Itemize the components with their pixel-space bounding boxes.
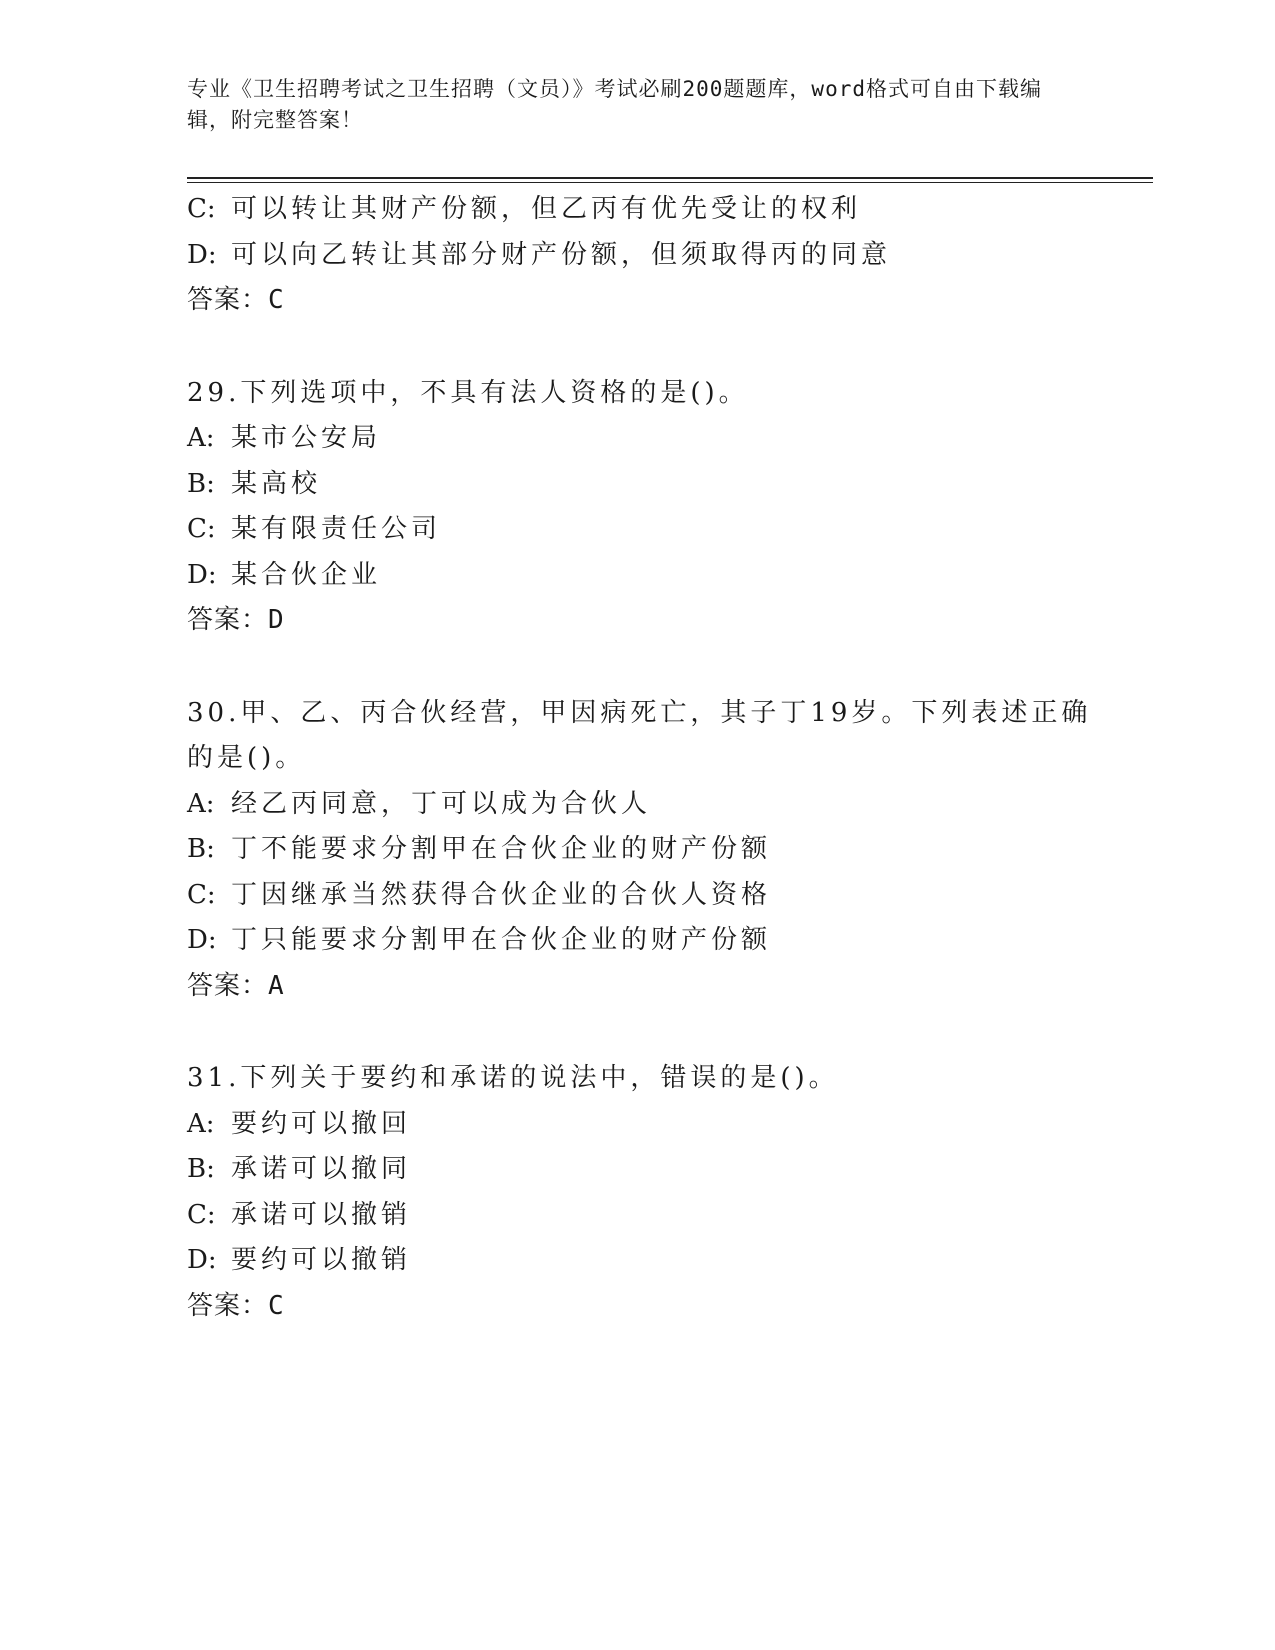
option-key: C: [187, 194, 216, 224]
option-row [187, 233, 1087, 279]
option-text: 经乙丙同意，丁可以成为合伙人 [231, 788, 652, 819]
option-key: D: [187, 1245, 217, 1275]
option-text: 某有限责任公司 [231, 514, 442, 544]
option-key: C: [187, 1199, 216, 1230]
option-row [187, 873, 1087, 919]
option-text: 要约可以撤销 [231, 1245, 412, 1275]
option-text: 丁因继承当然获得合伙企业的合伙人资格 [231, 879, 772, 910]
question-29 [187, 371, 1087, 644]
option-key: A: [187, 788, 215, 819]
question-stem: 29.下列选项中，不具有法人资格的是()。 [187, 377, 749, 408]
option-text: 可以向乙转让其部分财产份额，但须取得丙的同意 [231, 239, 892, 270]
header-rule-thin [187, 182, 1153, 183]
answer-row [187, 1284, 1087, 1330]
option-key: B: [187, 834, 215, 864]
question-30 [187, 691, 1092, 1010]
option-key: B: [187, 468, 215, 499]
option-text: 某市公安局 [231, 423, 382, 453]
spacer [187, 324, 1087, 371]
question-31 [187, 1056, 1087, 1329]
option-row [187, 507, 1087, 553]
question-stem: 31.下列关于要约和承诺的说法中，错误的是()。 [187, 1063, 839, 1093]
option-row [187, 1238, 1087, 1284]
option-text: 可以转让其财产份额，但乙丙有优先受让的权利 [231, 194, 862, 224]
option-key: D: [187, 239, 217, 270]
answer-label: 答案： [187, 1290, 269, 1321]
option-row [187, 462, 1087, 508]
option-text: 某高校 [231, 468, 322, 499]
answer-value: D [268, 605, 285, 635]
option-key: A: [187, 423, 215, 453]
option-text: 丁只能要求分割甲在合伙企业的财产份额 [231, 925, 772, 955]
option-row [187, 1102, 1087, 1148]
question-stem-continued: 的是()。 [187, 743, 306, 773]
option-row [187, 1193, 1087, 1239]
answer-value: C [268, 1290, 285, 1321]
answer-value: A [268, 970, 285, 1001]
option-text: 某合伙企业 [231, 559, 382, 590]
header-rule-thick [187, 177, 1153, 179]
option-key: D: [187, 925, 217, 955]
option-row [187, 416, 1087, 462]
option-key: B: [187, 1154, 215, 1184]
answer-label: 答案： [187, 970, 269, 1001]
answer-value: C [268, 285, 285, 315]
option-key: D: [187, 559, 217, 590]
answer-row [187, 964, 1087, 1010]
option-row [187, 553, 1087, 599]
option-key: C: [187, 879, 216, 910]
option-row [187, 827, 1087, 873]
option-text: 要约可以撤回 [231, 1108, 412, 1139]
answer-label: 答案： [187, 605, 269, 635]
option-text: 承诺可以撤销 [231, 1199, 412, 1230]
spacer [187, 644, 1087, 691]
document-header [187, 74, 1067, 136]
option-row [187, 918, 1087, 964]
option-text: 丁不能要求分割甲在合伙企业的财产份额 [231, 834, 772, 864]
option-row [187, 1147, 1087, 1193]
option-text: 承诺可以撤同 [231, 1154, 412, 1184]
question-stem: 30.甲、乙、丙合伙经营，甲因病死亡，其子丁19岁。下列表述正确 [187, 697, 1092, 728]
option-key: C: [187, 514, 216, 544]
header-title: 专业《卫生招聘考试之卫生招聘（文员）》考试必刷200题题库，word格式可自由下载编辑，附完整答案！ [187, 77, 1042, 132]
option-row [187, 187, 1087, 233]
option-key: A: [187, 1108, 215, 1139]
question-content [187, 187, 1092, 1329]
spacer [187, 1009, 1087, 1056]
answer-row [187, 278, 1087, 324]
carry-over-block [187, 187, 1087, 324]
answer-label: 答案： [187, 285, 269, 315]
answer-row [187, 598, 1087, 644]
option-row [187, 782, 1087, 828]
